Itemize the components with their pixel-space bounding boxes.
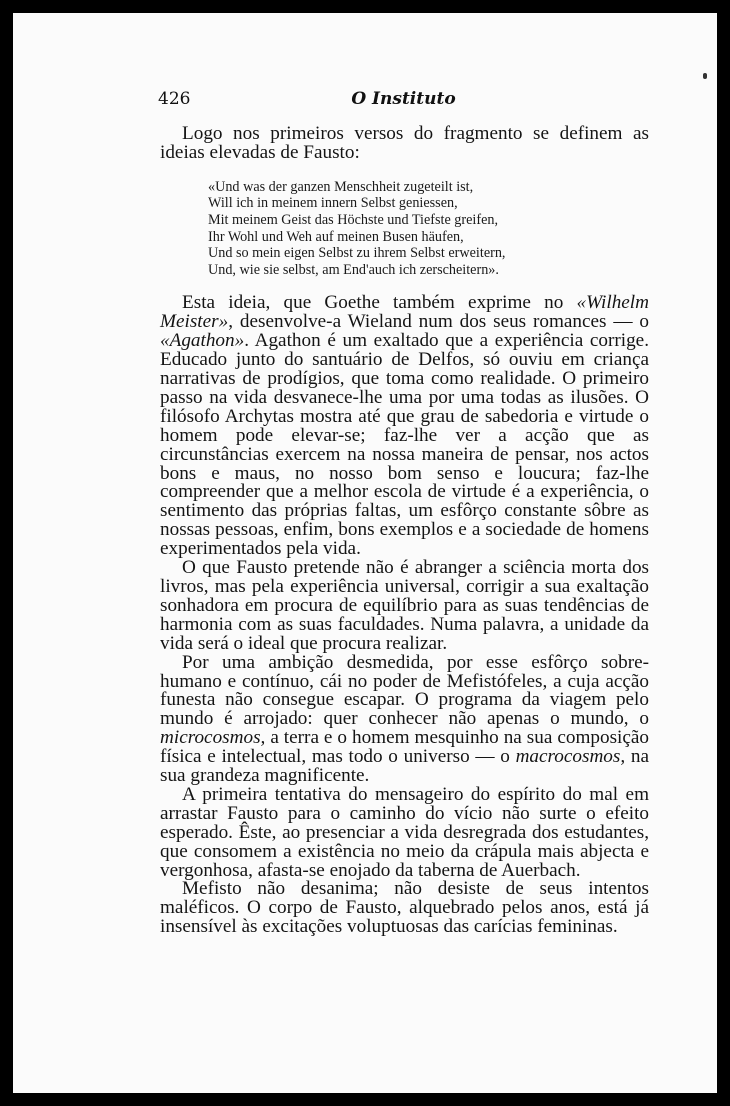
page-number: 426 [158,89,191,109]
book-page [13,13,717,1093]
verse-line: Mit meinem Geist das Höchste und Tiefste greifen, [208,212,499,228]
page-body [160,125,649,937]
paragraph-ambition [160,651,649,787]
text-span: , desenvolve-a Wieland num dos seus romances — o [228,311,649,333]
page-header [158,89,649,117]
text-span: a terra e o homem mesquinho na sua composição física e intelectual, mas todo o universo — o [160,727,649,768]
book-title: «Agathon» [160,330,245,352]
running-title: O Instituto [351,89,456,109]
paragraph-mefisto: Mefisto não desanima; não desiste de seus intentos maléficos. O corpo de Fausto, alquebrado pelos anos, está já insensível às excitações voluptuosas das carícias femininas. [160,878,649,938]
paragraph-auerbach: A primeira tentativa do mensageiro do espírito do mal em arrastar Fausto para o caminho do vício não surte o efeito esperado. Êste, ao presenciar a vida desregrada dos estudantes, que consomem a existência no meio da crápula mais abjecta e vergonhosa, afasta-se enojado da taberna de Auerbach. [160,783,649,881]
book-title: «Wilhelm Meister» [160,292,649,333]
german-verse [208,179,649,279]
emphasis-term: microcosmos, [160,727,266,749]
paragraph-wieland [160,294,649,559]
emphasis-term: macrocosmos, [515,746,626,768]
verse-line: Ihr Wohl und Weh auf meinen Busen häufen, [208,228,464,245]
text-span: . Agathon é um exaltado que a experiência corrige. Educado junto do santuário de Delfos, só ouviu em criança narrativas de prodígios, que toma como realidade. O primeiro passo na vida desvanece-lhe uma por uma todas as ilusões. O filósofo Archytas mostra até que grau de sabedoria e virtude o homem pode elevar-se; faz-lhe ver a acção que as circunstâncias exercem na nossa maneira de pensar, nos actos bons e maus, no nosso bom senso e loucura; faz-lhe compreender que a melhor escola de virtude é a experiência, o sentimento das próprias faltas, um esfôrço constante sôbre as nossas pessoas, enfim, bons exemplos e a sociedade de homens experimentados pela vida. [160,330,649,560]
verse-line: Und, wie sie selbst, am End'auch ich zerscheitern». [208,261,499,278]
intro-paragraph: Logo nos primeiros versos do fragmento se definem as ideias elevadas de Fausto: [160,123,649,163]
paragraph-fausto-goal: O que Fausto pretende não é abranger a sciência morta dos livros, mas pela experiência universal, corrigir a sua exaltação sonhadora em procura de equilíbrio para as suas tendências de harmonia com as suas faculdades. Numa palavra, a unidade da vida será o ideal que procura realizar. [160,557,649,654]
ink-mark [703,73,707,79]
text-span: Por uma ambição desmedida, por esse esfôrço sobre-humano e contínuo, cái no poder de Mefistófeles, a cuja acção funesta não consegue escapar. O programa da viagem pelo mundo é arrojado: quer conhecer não apenas o mundo, o [160,651,649,730]
verse-line: «Und was der ganzen Menschheit zugeteilt ist, [208,178,474,195]
text-span: Esta ideia, que Goethe também exprime no [182,292,577,314]
verse-line: Und so mein eigen Selbst zu ihrem Selbst erweitern, [208,245,506,262]
verse-line: Will ich in meinem innern Selbst geniessen, [208,195,458,212]
text-span: na sua grandeza magnificente. [160,746,649,787]
